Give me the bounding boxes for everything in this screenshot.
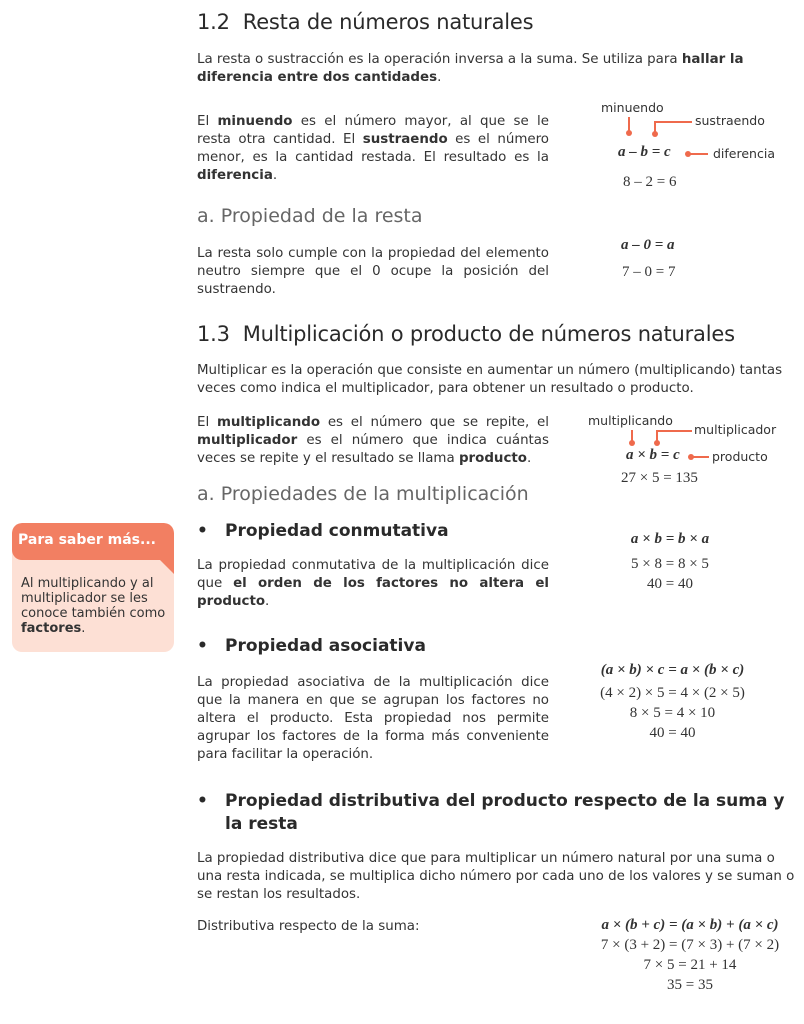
box-fold-decoration — [160, 560, 174, 574]
bullet-icon: • — [197, 636, 208, 656]
distributive-formula: a × (b + c) = (a × b) + (a × c) — [601, 917, 779, 933]
distributive-step: 7 × 5 = 21 + 14 — [643, 957, 737, 973]
punct: . — [527, 451, 532, 466]
bold-text: el orden de los factores no altera el producto — [197, 576, 549, 609]
subtraction-intro — [197, 51, 777, 87]
associative-text: La propiedad asociativa de la multiplicación dice que la manera en que se agrupan los factores no altera el producto. Esta propiedad nos permite agrupar los factores de la forma más conveniente para facilitar la operación. — [197, 675, 549, 762]
punct: . — [272, 168, 278, 183]
term-multiplier: multiplicador — [197, 433, 298, 448]
distributive-sum-label: Distributiva respecto de la suma: — [197, 919, 420, 934]
heading-text: Propiedad asociativa — [225, 636, 426, 656]
section-title: Multiplicación o producto de números naturales — [242, 322, 735, 346]
label-difference: diferencia — [713, 146, 775, 161]
bullet-icon: • — [197, 791, 208, 811]
subtraction-example: 8 – 2 = 6 — [623, 174, 677, 190]
subtraction-diagram — [580, 95, 804, 200]
term-multiplicand: multiplicando — [216, 415, 321, 430]
connector-line — [654, 121, 692, 123]
section-title: Resta de números naturales — [242, 10, 534, 34]
heading-text: Propiedad conmutativa — [225, 521, 449, 541]
connector-dot — [652, 131, 658, 137]
term-subtrahend: sustraendo — [362, 132, 448, 147]
label-multiplicand: multiplicando — [588, 413, 673, 428]
connector-dot — [629, 440, 635, 446]
section-heading-1-3 — [197, 322, 735, 346]
box-header — [12, 523, 174, 560]
text: es el número menor, es la cantidad restada. El resultado es la — [197, 132, 550, 165]
subtraction-definition — [197, 113, 549, 185]
heading-text: Propiedad distributiva del producto respecto de la suma y la resta — [225, 791, 785, 834]
connector-line — [691, 456, 709, 458]
bullet-icon: • — [197, 521, 208, 541]
label-minuend: minuendo — [601, 100, 664, 115]
punct: . — [437, 70, 442, 85]
associative-step: 8 × 5 = 4 × 10 — [629, 705, 716, 721]
connector-dot — [626, 130, 632, 136]
label-multiplier: multiplicador — [694, 422, 777, 437]
intro-bold-text: hallar la diferencia entre dos cantidades — [197, 52, 744, 85]
punct: . — [81, 621, 86, 636]
commutative-result: 40 = 40 — [647, 576, 693, 592]
subtraction-property-text: La resta solo cumple con la propiedad del elemento neutro siempre que el 0 ocupe la posición del sustraendo. — [197, 246, 549, 297]
distributive-result: 35 = 35 — [667, 977, 713, 993]
label-product: producto — [712, 449, 768, 464]
intro-text: La resta o sustracción es la operación inversa a la suma. Se utiliza para — [197, 52, 682, 67]
commutative-heading — [197, 521, 585, 541]
associative-heading — [197, 636, 585, 656]
distributive-heading — [197, 790, 785, 836]
associative-example: (4 × 2) × 5 = 4 × (2 × 5) — [600, 685, 745, 701]
connector-line — [656, 430, 692, 432]
text: El — [197, 114, 218, 129]
section-number: 1.3 — [197, 322, 230, 346]
associative-math — [580, 662, 765, 742]
para-saber-mas-box — [12, 523, 174, 652]
box-body — [21, 576, 171, 636]
text: es el número mayor, al que se le resta otra cantidad. El — [197, 114, 549, 147]
text: es el número que se repite, el — [320, 415, 549, 430]
box-text: Al multiplicando y al multiplicador se les conoce también como — [21, 576, 166, 621]
text: es el número que indica cuántas veces se repite y el resultado se llama — [197, 433, 549, 466]
multiplication-formula: a × b = c — [626, 447, 680, 463]
distributive-math — [590, 917, 790, 994]
box-bold-text: factores — [21, 621, 82, 636]
subtraction-formula: a – b = c — [618, 144, 671, 160]
distributive-text: La propiedad distributiva dice que para multiplicar un número natural por una suma o una resta indicada, se multiplica dicho número por cada uno de los valores y se suman o se restan los resultados. — [197, 851, 795, 902]
box-title: Para saber más... — [18, 532, 156, 548]
commutative-math — [590, 531, 750, 593]
multiplication-diagram — [580, 400, 804, 495]
associative-formula: (a × b) × c = a × (b × c) — [600, 662, 745, 678]
multiplication-example: 27 × 5 = 135 — [621, 470, 698, 486]
punct: . — [265, 594, 270, 609]
term-difference: diferencia — [197, 168, 273, 183]
neutral-example: 7 – 0 = 7 — [622, 264, 676, 280]
multiplication-definition — [197, 414, 549, 468]
label-subtrahend: sustraendo — [695, 113, 765, 128]
distributive-example: 7 × (3 + 2) = (7 × 3) + (7 × 2) — [600, 937, 780, 953]
multiplication-intro: Multiplicar es la operación que consiste en aumentar un número (multiplicando) tantas veces como indica el multiplicador, para obtener un resultado o producto. — [197, 363, 783, 396]
term-product: producto — [458, 451, 527, 466]
connector-dot — [654, 440, 660, 446]
section-heading-1-2 — [197, 10, 533, 34]
commutative-text — [197, 557, 549, 611]
connector-line — [688, 153, 708, 155]
text: El — [197, 415, 217, 430]
section-number: 1.2 — [197, 10, 230, 34]
text: La propiedad conmutativa de la multiplicación dice que — [197, 558, 549, 591]
associative-result: 40 = 40 — [649, 725, 696, 741]
subsection-heading: a. Propiedades de la multiplicación — [197, 483, 529, 505]
term-minuend: minuendo — [217, 114, 293, 129]
commutative-example: 5 × 8 = 8 × 5 — [631, 556, 709, 572]
subsection-heading: a. Propiedad de la resta — [197, 205, 423, 227]
neutral-formula: a – 0 = a — [621, 237, 675, 253]
commutative-formula: a × b = b × a — [630, 531, 710, 547]
